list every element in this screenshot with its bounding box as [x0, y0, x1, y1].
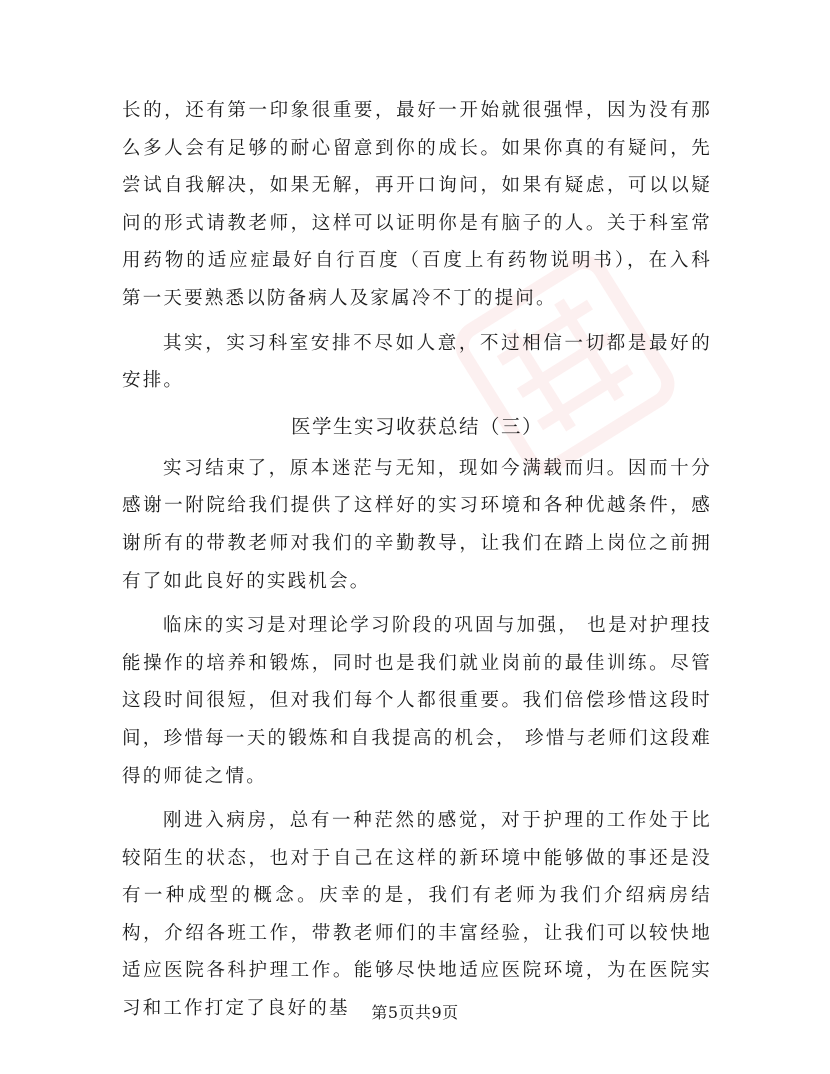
paragraph-clinical: 临床的实习是对理论学习阶段的巩固与加强， 也是对护理技能操作的培养和锻炼，同时也是我们就业岗前的最佳训练。尽管这段时间很短，但对我们每个人都很重要。我们倍偿珍惜这段时间，珍惜每一天的锻炼和自我提高的机会， 珍惜与老师们这段难得的师徒之情。	[122, 615, 712, 787]
paragraph-ward: 刚进入病房，总有一种茫然的感觉，对于护理的工作处于比较陌生的状态，也对于自己在这样的新环境中能够做的事还是没有一种成型的概念。庆幸的是，我们有老师为我们介绍病房结构，介绍各班工作，带教老师们的丰富经验，让我们可以较快地适应医院各科护理工作。能够尽快地适应医院环境，为在医院实习和工作打定了良好的基	[122, 810, 712, 1020]
section-heading: 医学生实习收获总结（三）	[290, 414, 543, 438]
document-body	[122, 92, 712, 1028]
page-number-footer: 第5页共9页	[371, 1003, 459, 1022]
paragraph-intro: 实习结束了，原本迷茫与无知，现如今满载而归。因而十分感谢一附院给我们提供了这样好的实习环境和各种优越条件，感谢所有的带教老师对我们的辛勤教导，让我们在踏上岗位之前拥有了如此良好的实践机会。	[122, 457, 712, 592]
paragraph-closing: 其实，实习科室安排不尽如人意，不过相信一切都是最好的安排。	[122, 332, 712, 392]
paragraph-continued: 长的，还有第一印象很重要，最好一开始就很强悍，因为没有那么多人会有足够的耐心留意到你的成长。如果你真的有疑问，先尝试自我解决，如果无解，再开口询问，如果有疑虑，可以以疑问的形式请教老师，这样可以证明你是有脑子的人。关于科室常用药物的适应症最好自行百度（百度上有药物说明书），在入科第一天要熟悉以防备病人及家属冷不丁的提问。	[122, 100, 712, 309]
